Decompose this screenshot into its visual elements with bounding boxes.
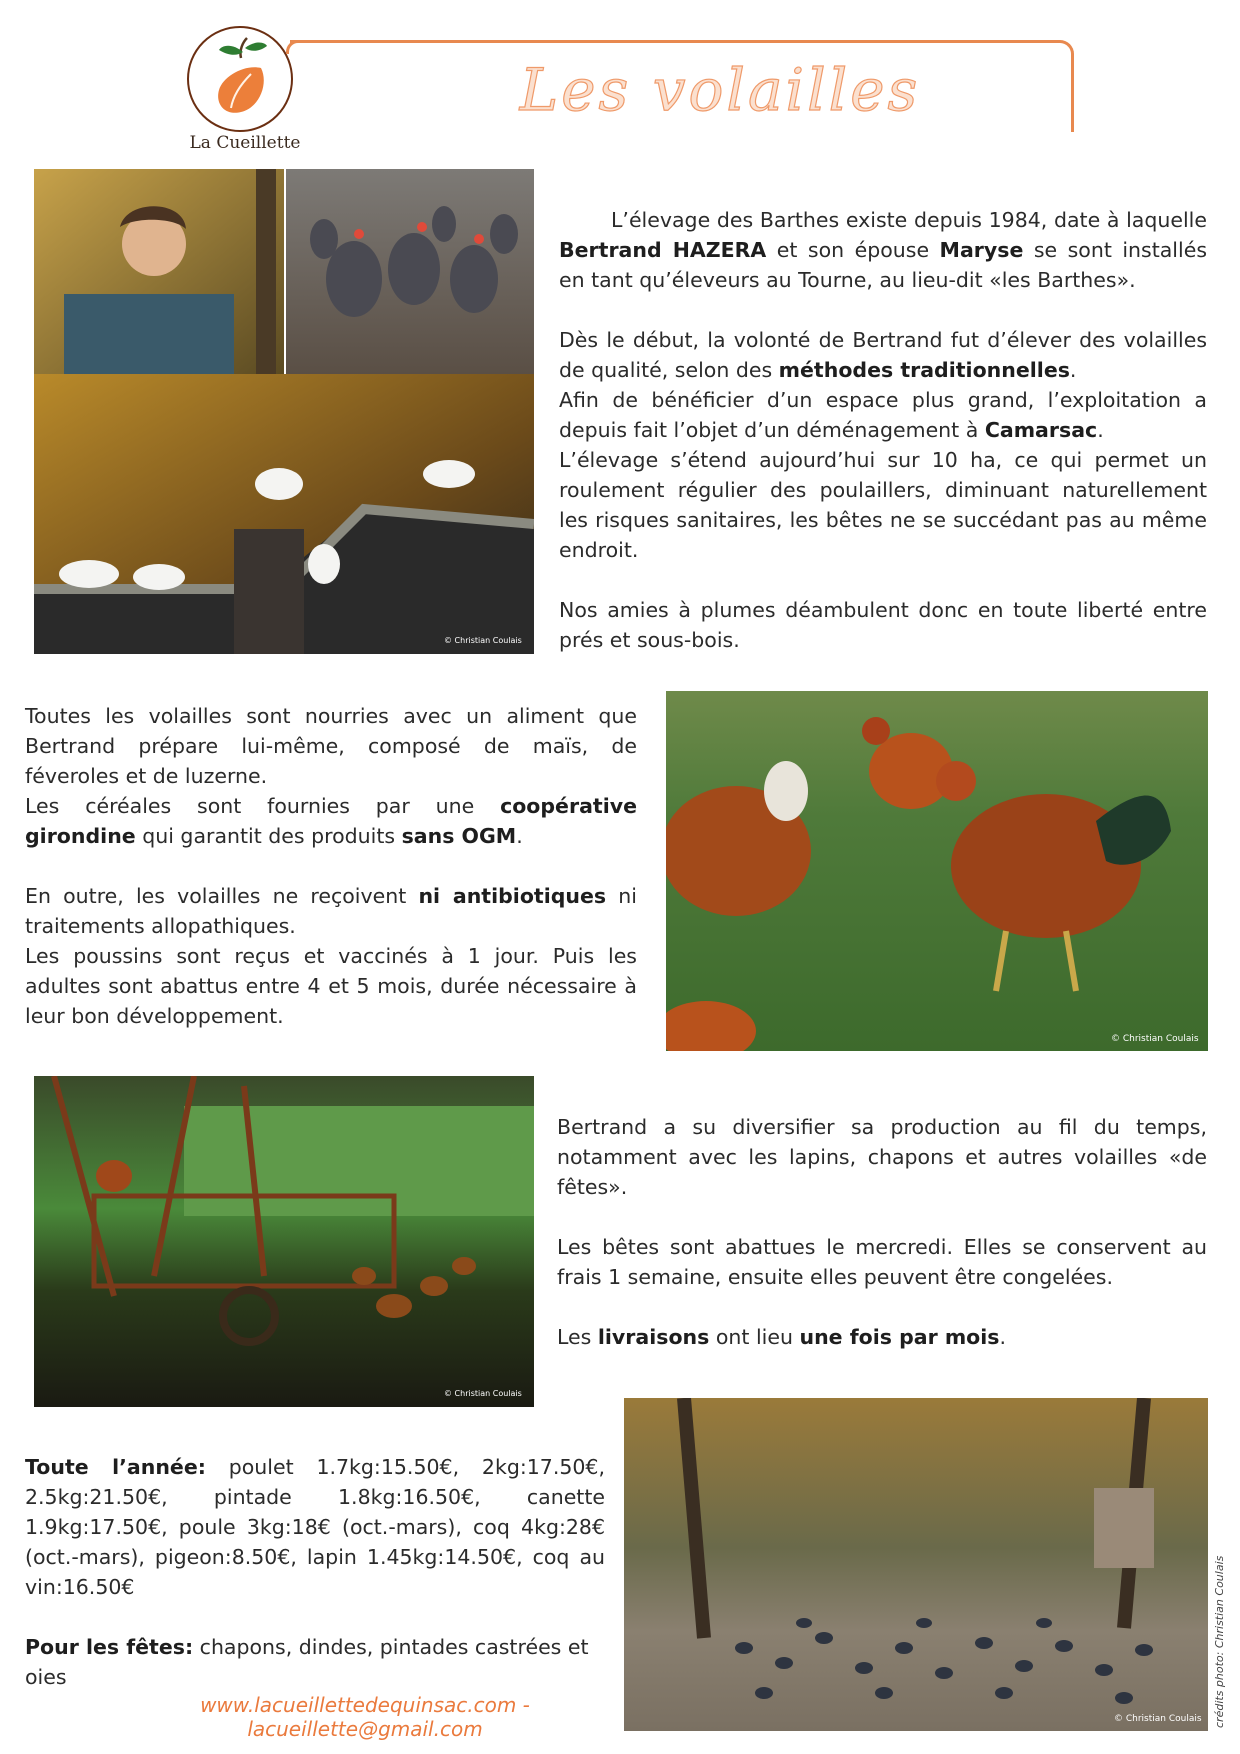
- vertical-photo-credit: crédits photo: Christian Coulais: [1213, 1555, 1226, 1728]
- intro-paragraph-3: Nos amies à plumes déambulent donc en toute liberté entre prés et sous-bois.: [559, 598, 1207, 652]
- collage-credit: © Christian Coulais: [444, 636, 522, 645]
- prices-year-round: Toute l’année: poulet 1.7kg:15.50€, 2kg:17.50€, 2.5kg:21.50€, pintade 1.8kg:16.50€, canette 1.9kg:17.50€, poule 3kg:18€ (oct.-mars), coq 4kg:28€ (oct.-mars), pigeon:8.50€, lapin 1.45kg:14.50€, coq au vin:16.50€: [25, 1455, 605, 1599]
- prices-block: [25, 1452, 605, 1722]
- intro-paragraph-1: L’élevage des Barthes existe depuis 1984, date à laquelle Bertrand HAZERA et son épouse Maryse se sont installés en tant qu’éleveurs au Tourne, au lieu-dit «les Barthes».: [559, 208, 1207, 292]
- logo-emblem: [187, 26, 293, 132]
- logo-text: La Cueillette: [189, 133, 301, 153]
- footer-contact-link[interactable]: www.lacueillettedequinsac.com - lacueillette@gmail.com: [200, 1693, 530, 1741]
- feeding-paragraph-2: En outre, les volailles ne reçoivent ni antibiotiques ni traitements allopathiques. Les poussins sont reçus et vaccinés à 1 jour. Puis les adultes sont abattus entre 4 et 5 mois, durée nécessaire à leur bon développement.: [25, 884, 637, 1028]
- cart-credit: © Christian Coulais: [444, 1389, 522, 1398]
- guinea-credit: © Christian Coulais: [1114, 1714, 1202, 1724]
- fruit-leaf-icon: [189, 28, 291, 130]
- diversification-text-block: [557, 1112, 1207, 1382]
- page-title: Les volailles: [519, 56, 921, 124]
- rooster-credit: © Christian Coulais: [1111, 1034, 1199, 1044]
- cart-photo: [34, 1076, 534, 1407]
- feeding-paragraph-1: Toutes les volailles sont nourries avec un aliment que Bertrand prépare lui-même, composé de maïs, de féveroles et de luzerne. Les céréales sont fournies par une coopérative girondine qui garantit des produits sans OGM.: [25, 704, 637, 848]
- guinea-fowl-photo: [624, 1398, 1208, 1731]
- intro-paragraph-2: Dès le début, la volonté de Bertrand fut d’élever des volailles de qualité, selon des méthodes traditionnelles. Afin de bénéficier d’un espace plus grand, l’exploitation a depuis fait l’objet d’un déménagement à Camarsac. L’élevage s’étend aujourd’hui sur 10 ha, ce qui permet un roulement régulier des poulaillers, diminuant naturellement les risques sanitaires, les bêtes ne se succédant pas au même endroit.: [559, 328, 1207, 562]
- prices-holidays: Pour les fêtes: chapons, dindes, pintades castrées et oies: [25, 1635, 589, 1689]
- slaughter-paragraph: Les bêtes sont abattues le mercredi. Elles se conservent au frais 1 semaine, ensuite elles peuvent être congelées.: [557, 1235, 1207, 1289]
- feeding-text-block: [25, 701, 637, 1061]
- rooster-photo: [666, 691, 1208, 1051]
- intro-text-block: [559, 205, 1207, 685]
- delivery-paragraph: Les livraisons ont lieu une fois par mois.: [557, 1325, 1007, 1349]
- collage-photo: [34, 169, 534, 654]
- diversification-paragraph-1: Bertrand a su diversifier sa production au fil du temps, notamment avec les lapins, chapons et autres volailles «de fêtes».: [557, 1115, 1207, 1199]
